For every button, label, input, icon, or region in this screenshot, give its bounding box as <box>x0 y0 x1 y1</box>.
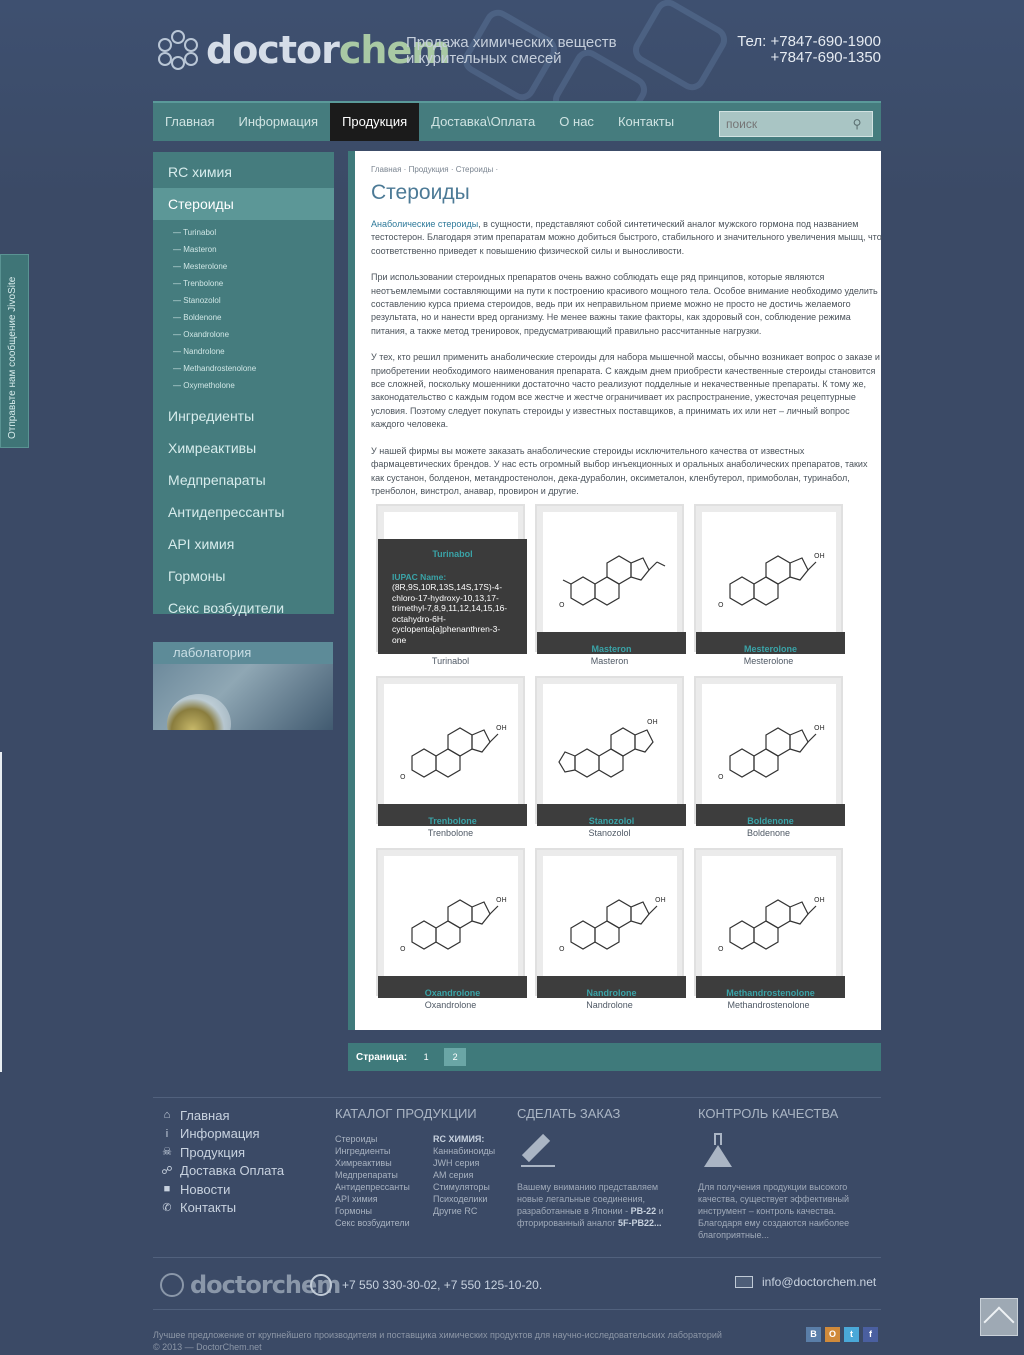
delivery-icon: ☍ <box>161 1164 173 1177</box>
products-icon: ☠ <box>162 1146 172 1159</box>
footer-quality-text: Для получения продукции высокого качества, существует эффективный инструмент – контроль качества. Благодаря ему создаются наиболее благоприятные... <box>698 1182 850 1240</box>
scroll-to-top-button[interactable] <box>980 1298 1018 1336</box>
livesite-widget[interactable] <box>0 254 29 448</box>
sidebar-subitem[interactable]: — Mesterolone <box>153 258 334 275</box>
search-input[interactable] <box>720 117 844 131</box>
sidebar-subitem[interactable]: — Boldenone <box>153 309 334 326</box>
lab-title: лаболатория <box>153 642 333 664</box>
product-caption[interactable]: Masteron <box>590 656 629 666</box>
footer-link-contacts[interactable]: ✆ Контакты <box>160 1199 284 1218</box>
nav-contacts[interactable]: Контакты <box>617 114 675 129</box>
nav-products[interactable]: Продукция <box>330 103 419 141</box>
lab-image <box>153 664 333 730</box>
footer-catalog-link[interactable]: JWH серия <box>433 1158 480 1168</box>
structure-image <box>553 522 669 622</box>
footer-catalog-heading: КАТАЛОГ ПРОДУКЦИИ <box>335 1106 477 1121</box>
footer-link-products[interactable]: ☠ Продукция <box>160 1143 284 1162</box>
footer-rc-heading: RC ХИМИЯ: <box>433 1134 485 1144</box>
footer-logo[interactable]: doctorchem <box>160 1271 340 1299</box>
structure-image <box>553 694 669 794</box>
svg-text:O: O <box>559 601 565 609</box>
svg-text:O: O <box>718 945 724 953</box>
footer-link-home[interactable]: ⌂ Главная <box>160 1106 284 1125</box>
product-card[interactable]: OH O Methandrostenolone Methandrostenolone <box>694 848 843 1012</box>
product-card[interactable]: OH Stanozolol Stanozolol <box>535 676 684 840</box>
mail-icon <box>735 1276 753 1288</box>
footer-link-info[interactable]: i Информация <box>160 1125 284 1144</box>
footer-catalog-link[interactable]: Другие RC <box>433 1206 478 1216</box>
product-card[interactable]: OH O Trenbolone Trenbolone <box>376 676 525 840</box>
social-links <box>806 1327 882 1342</box>
svg-text:OH: OH <box>814 896 825 904</box>
phone-icon <box>310 1274 332 1296</box>
footer-catalog-link[interactable]: Антидепрессанты <box>335 1182 410 1192</box>
footer-order-text: Вашему вниманию представляем новые легальные соединения, разработанные в Японии - PB-22 и фторированный аналог 5F-PB22... <box>517 1182 664 1228</box>
svg-text:OH: OH <box>814 552 825 560</box>
facebook-icon[interactable]: f <box>863 1327 878 1342</box>
structure-image <box>712 522 828 622</box>
footer-link-delivery[interactable]: ☍ Доставка Оплата <box>161 1163 285 1179</box>
sidebar-item-steroids[interactable]: Стероиды <box>153 188 334 220</box>
footer-catalog-link[interactable]: Психоделики <box>433 1194 488 1204</box>
search-icon[interactable]: ⚲ <box>852 117 862 131</box>
footer-quality <box>698 1106 863 1241</box>
breadcrumb-steroids[interactable]: Стероиды <box>455 165 494 174</box>
info-icon: i <box>165 1127 169 1140</box>
nav-info[interactable]: Информация <box>238 114 319 129</box>
svg-text:OH: OH <box>655 896 666 904</box>
product-card[interactable] <box>376 504 525 668</box>
odnoklassniki-icon[interactable]: О <box>825 1327 840 1342</box>
footer-quality-heading: КОНТРОЛЬ КАЧЕСТВА <box>698 1106 839 1121</box>
home-icon: ⌂ <box>163 1109 171 1122</box>
footer-catalog-link[interactable]: Ингредиенты <box>335 1146 391 1156</box>
product-caption[interactable]: Methandrostenolone <box>727 1000 810 1010</box>
svg-text:O: O <box>400 945 406 953</box>
footer-catalog-link[interactable]: Гормоны <box>335 1206 372 1216</box>
header-phones: Тел: +7847-690-1900 +7847-690-1350 <box>737 33 881 66</box>
page-title: Стероиды <box>371 181 470 204</box>
svg-text:O: O <box>400 773 406 781</box>
footer-divider <box>153 1097 881 1098</box>
product-caption[interactable]: Mesterolone <box>743 656 794 666</box>
nav-home[interactable]: Главная <box>165 114 215 129</box>
product-card[interactable]: OH O Mesterolone Mesterolone <box>694 504 843 668</box>
sidebar-subitem[interactable]: — Masteron <box>153 241 334 258</box>
structure-image <box>712 694 828 794</box>
phone-icon: ✆ <box>162 1201 172 1214</box>
sidebar-subitem[interactable]: — Oxymetholone <box>153 377 334 394</box>
footer-link-news[interactable]: ■ Новости <box>160 1180 284 1199</box>
sidebar-subitem[interactable]: — Turinabol <box>153 224 334 241</box>
sidebar-item-reagents[interactable]: Химреактивы <box>168 440 257 456</box>
product-caption[interactable]: Turinabol <box>431 656 470 666</box>
page-current[interactable]: 2 <box>444 1048 466 1066</box>
flask-icon <box>702 1133 736 1167</box>
pagination <box>348 1043 881 1071</box>
footer-order <box>517 1106 677 1229</box>
footer-catalog-link[interactable]: Каннабиноиды <box>433 1146 496 1156</box>
article-text: Анаболические стероиды, в сущности, представляют собой синтетический аналог мужского гормона под названием тестостерон. Благодаря этим препаратам можно добиться быстрого, стабильного и значительного увеличения мышц, что соответственно приведет к повышению физической силы и выносливости. При использовании стероидных препаратов очень важно соблюдать еще ряд принципов, которые являются неотъемлемыми составляющими на пути к построению красивого мощного тела. Особое внимание необходимо уделить составлению курса приема стероидов, ведь при их неправильном приеме можно не просто не достичь желаемого результата, но и нанести вред организму. Не менее важны такие факторы, как здоровый сон, соблюдение режима питания, а также метод тренировок, предусматривающий правильно рассчитанные нагрузки. У тех, кто решил применить анаболические стероиды для набора мышечной массы, обычно возникает вопрос о заказе и приобретении необходимого наименования препарата. С каждым днем приобрести качественные стероиды становится все сложней, поскольку мошенники достаточно часто реализуют подделные и некачественные препараты. К тому же, законодательство с каждым годом все жестче и жестче ограничивает их распространение, ужесточая рецептурные условия. Поэтому следует покупать стероиды у известных поставщиков, а принимать их или нет – личный вопрос каждого человека. У нашей фирмы вы можете заказать анаболические стероиды исключительного качества от известных фармацевтических брендов. У нас есть огромный выбор инъекционных и оральных анаболических препаратов, таких как сустанон, болденон, метандростенолон, дека-дураболин, оксиметалон, кленбутерол, примоболан, туринабол, тренболон, винстрол, анавар, провирон и другие. <box>371 219 882 496</box>
product-caption[interactable]: Nandrolone <box>586 1000 633 1010</box>
nav-about[interactable]: О нас <box>559 114 594 129</box>
svg-text:OH: OH <box>496 724 507 732</box>
footer-catalog-link[interactable]: АМ серия <box>433 1170 474 1180</box>
sidebar-subitem[interactable]: — Methandrostenolone <box>153 360 334 377</box>
footer-phones: +7 550 330-30-02, +7 550 125-10-20. <box>310 1274 542 1296</box>
livesite-label: Отправьте нам сообщение JivoSite <box>7 276 18 439</box>
search-box <box>719 111 873 137</box>
pencil-icon <box>521 1133 555 1167</box>
twitter-icon[interactable]: t <box>844 1327 859 1342</box>
svg-text:O: O <box>559 945 565 953</box>
page-link[interactable]: 1 <box>423 1052 429 1062</box>
logo-molecule-icon <box>158 30 198 70</box>
left-edge-bar <box>0 752 2 1072</box>
footer-order-heading: СДЕЛАТЬ ЗАКАЗ <box>517 1106 621 1121</box>
footer-menu <box>160 1106 284 1217</box>
footer-catalog-link[interactable]: Медпрепараты <box>335 1170 398 1180</box>
lab-banner[interactable] <box>153 642 333 730</box>
footer-catalog <box>335 1106 505 1229</box>
footer-divider <box>153 1309 881 1310</box>
steroids-link[interactable]: Анаболические стероиды <box>371 219 479 229</box>
logo-molecule-icon <box>160 1273 184 1297</box>
tagline: Продажа химических веществ и курительных смесей <box>406 34 617 67</box>
structure-image <box>712 866 828 966</box>
structure-image <box>394 866 510 966</box>
sidebar-subitem[interactable]: — Trenbolone <box>153 275 334 292</box>
sidebar-item-medicines[interactable]: Медпрепараты <box>168 472 266 488</box>
product-caption[interactable]: Trenbolone <box>427 828 474 838</box>
footer-catalog-link[interactable]: API химия <box>335 1194 378 1204</box>
sidebar-item-api[interactable]: API химия <box>168 536 235 552</box>
footer-catalog-link[interactable]: Секс возбудители <box>335 1218 410 1228</box>
product-caption[interactable]: Stanozolol <box>588 828 631 838</box>
copyright: Лучшее предложение от крупнейшего производителя и поставщика химических продуктов для научно-исследовательских лабораторий © 2013 — DoctorChem.net <box>153 1330 722 1352</box>
footer-catalog-link[interactable]: Стероиды <box>335 1134 378 1144</box>
logo-text: doctorchem <box>206 28 450 72</box>
footer-catalog-link[interactable]: Химреактивы <box>335 1158 392 1168</box>
product-card[interactable]: OH O Nandrolone Nandrolone <box>535 848 684 1012</box>
product-card[interactable]: OH O Boldenone Boldenone <box>694 676 843 840</box>
footer-catalog-link[interactable]: Стимуляторы <box>433 1182 490 1192</box>
svg-text:OH: OH <box>496 896 507 904</box>
vk-icon[interactable]: В <box>806 1327 821 1342</box>
footer-email[interactable]: info@doctorchem.net <box>735 1275 876 1289</box>
product-card[interactable]: O Masteron Masteron <box>535 504 684 668</box>
svg-text:O: O <box>718 601 724 609</box>
sidebar-item-ingredients[interactable]: Ингредиенты <box>168 408 255 424</box>
product-caption[interactable]: Oxandrolone <box>424 1000 477 1010</box>
sidebar-subitem[interactable]: — Stanozolol <box>153 292 334 309</box>
sidebar-item-antidepressants[interactable]: Антидепрессанты <box>168 504 285 520</box>
sidebar-sublist <box>153 220 334 400</box>
svg-text:O: O <box>718 773 724 781</box>
main-content <box>348 151 881 1030</box>
sidebar-subitem[interactable]: — Nandrolone <box>153 343 334 360</box>
structure-image <box>553 866 669 966</box>
flask-image <box>167 694 231 730</box>
sidebar-subitem[interactable]: — Oxandrolone <box>153 326 334 343</box>
product-caption[interactable]: Boldenone <box>746 828 791 838</box>
nav-delivery[interactable]: Доставка\Оплата <box>431 114 536 129</box>
product-card[interactable]: OH O Oxandrolone Oxandrolone <box>376 848 525 1012</box>
main-nav <box>153 101 881 141</box>
svg-text:OH: OH <box>814 724 825 732</box>
svg-text:OH: OH <box>647 718 658 726</box>
pagination-label: Страница: <box>356 1051 408 1063</box>
news-icon: ■ <box>163 1183 171 1196</box>
sidebar-item-sex[interactable]: Секс возбудители <box>168 600 285 616</box>
iupac-overlay: Turinabol IUPAC Name: (8R,9S,10R,13S,14S,17S)-4-chloro-17-hydroxy-10,13,17-trimethyl-7,8,9,11,12,14,15,16-octahydro-6H-cyclopenta[a]phenanthren-3-one <box>378 539 527 654</box>
breadcrumb-home[interactable]: Главная <box>371 165 402 174</box>
sidebar-item-rc[interactable]: RC химия <box>168 164 232 180</box>
structure-image <box>394 694 510 794</box>
sidebar-item-hormones[interactable]: Гормоны <box>168 568 226 584</box>
footer-divider <box>153 1257 881 1258</box>
sidebar <box>153 152 334 614</box>
breadcrumb-products[interactable]: Продукция <box>408 165 449 174</box>
breadcrumb: Главная · Продукция · Стероиды · <box>371 165 499 174</box>
